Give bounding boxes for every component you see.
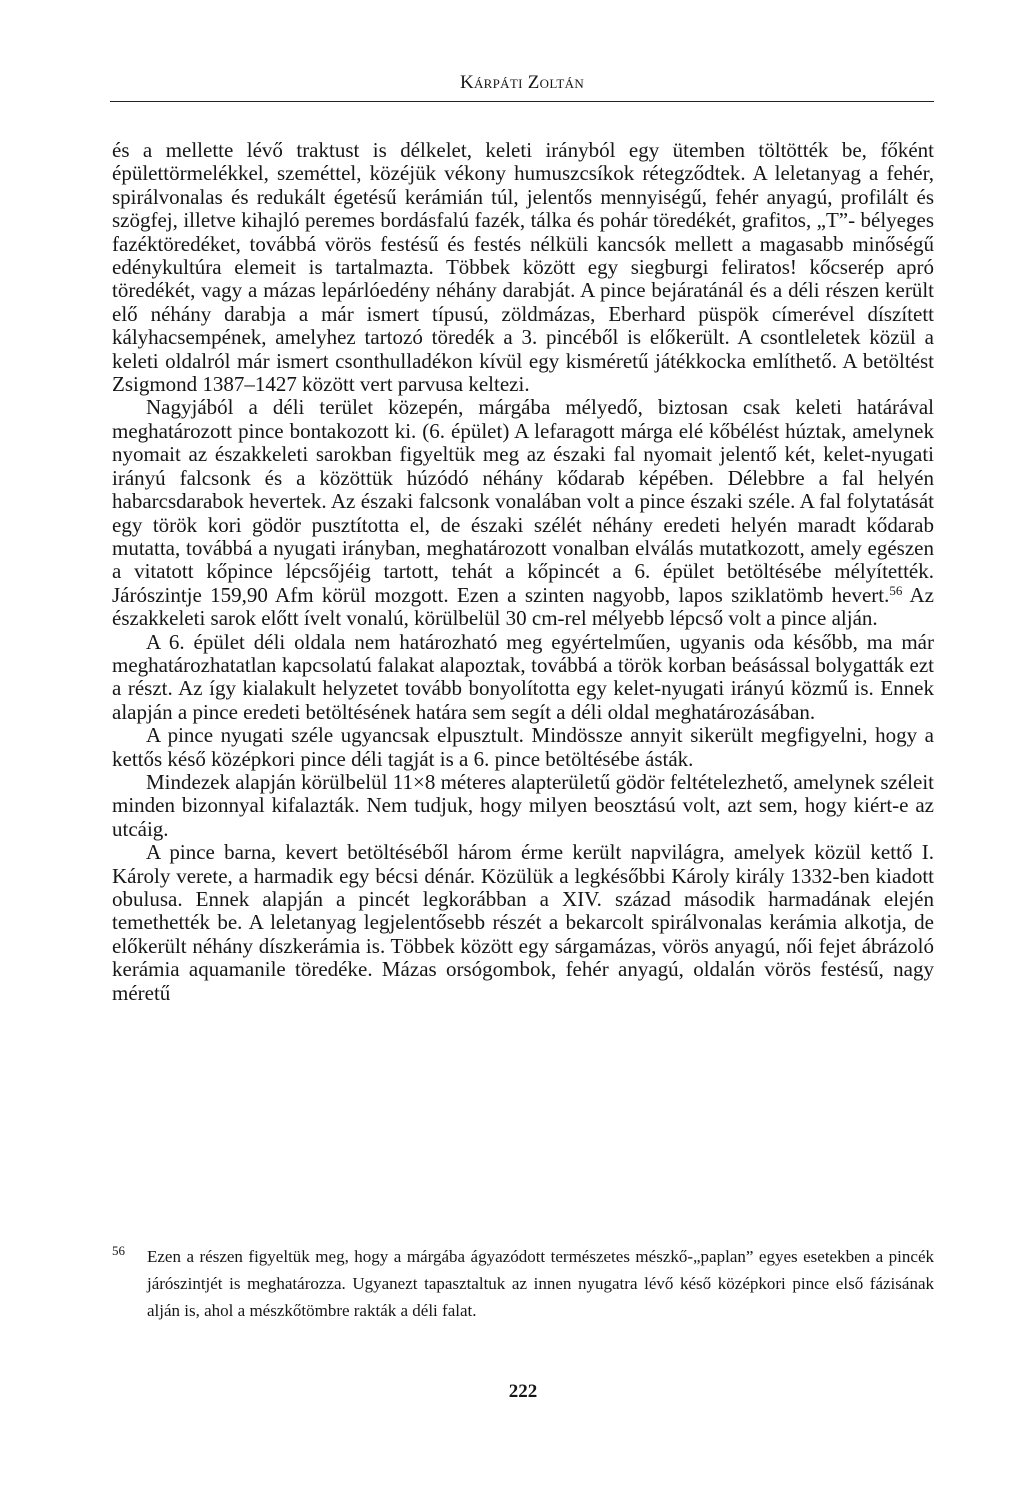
footnote-number: 56 xyxy=(112,1243,125,1258)
footnote xyxy=(112,1243,934,1324)
paragraph-5: Mindezek alapján körülbelül 11×8 méteres alapterületű gödör feltételezhető, amelynek széleit minden bizonnyal kifalazták. Nem tudjuk, hogy milyen beosztású volt, azt sem, hogy kiért-e az utcáig. xyxy=(112,769,934,841)
paragraph-6: A pince barna, kevert betöltéséből három érme került napvilágra, amelyek közül kettő I. Károly verete, a harmadik egy bécsi dénár. Közülük a legkésőbbi Károly király 1332-ben kiadott obulusa. Ennek alapján a pincét legkorábban a XIV. század második harmadának elején temethették be. A leletanyag legjelentősebb részét a bekarcolt spirálvonalas kerámia alkotja, de előkerült néhány díszkerámia is. Többek között egy sárgamázas, vörös anyagú, női fejet ábrázoló kerámia aquamanile töredéke. Mázas orsógombok, fehér anyagú, oldalán vörös festésű, nagy méretű xyxy=(112,840,934,1005)
paragraph-4: A pince nyugati széle ugyancsak elpusztult. Mindössze annyit sikerült megfigyelni, hogy a kettős késő középkori pince déli tagját is a 6. pince betöltésébe ásták. xyxy=(112,723,934,771)
paragraph-2 xyxy=(112,396,934,630)
paragraph-2-text-b: Az északkeleti sarok előtt ívelt vonalú, körülbelül 30 cm-rel mélyebb lépcső volt a pince alján. xyxy=(112,582,934,631)
running-header: Kárpáti Zoltán xyxy=(459,72,585,93)
footnote-reference: 56 xyxy=(889,582,903,598)
paragraph-3: A 6. épület déli oldala nem határozható meg egyértelműen, ugyanis oda később, ma már meghatározhatatlan kapcsolatú falakat alapoztak, továbbá a török korban beásással bolygatták ezt a részt. Az így kialakult helyzetet tovább bonyolította egy kelet-nyugati irányú közmű is. Ennek alapján a pince eredeti betöltésének határa sem segít a déli oldal meghatározásában. xyxy=(112,629,934,724)
page-number: 222 xyxy=(508,1381,538,1402)
header-rule xyxy=(110,101,934,102)
footnote-text: Ezen a részen figyeltük meg, hogy a márgába ágyazódott természetes mészkő-„paplan” egyes esetekben a pincék járószintjét is meghatározza. Ugyanezt tapasztaltuk az innen nyugatra lévő késő középkori pince első fázisának alján is, ahol a mészkőtömbre rakták a déli falat. xyxy=(147,1247,934,1320)
main-text xyxy=(112,139,934,1005)
paragraph-2-text-a: Nagyjából a déli terület közepén, márgába mélyedő, biztosan csak keleti határával meghatározott pince bontakozott ki. (6. épület) A lefaragott márga elé kőbélést húztak, amelynek nyomait az északkeleti sarokban figyeltük meg az északi fal nyomait jelentő két, kelet-nyugati irányú falcsonk és a közöttük húzódó néhány kődarab képében. Délebbre a fal helyén habarcsdarabok hevertek. Az északi falcsonk vonalában volt a pince északi széle. A fal folytatását egy török kori gödör pusztította el, de északi szélét néhány eredeti helyén maradt kődarab mutatta, továbbá a nyugati irányban, meghatározott vonalban elválás mutatkozott, amely egészen a vitatott kőpince lépcsőjéig tartott, tehát a kőpincét a 6. épület betöltésébe mélyítették. Járószintje 159,90 Afm körül mozgott. Ezen a szinten nagyobb, lapos sziklatömb hevert. xyxy=(112,395,934,607)
paragraph-1: és a mellette lévő traktust is délkelet, keleti irányból egy ütemben töltötték be, főként épülettörmelékkel, szeméttel, közéjük vékony humuszcsíkok rétegződtek. A leletanyag a fehér, spirálvonalas és redukált égetésű kerámián túl, jelentős mennyiségű, fehér anyagú, profilált és szögfej, illetve kihajló peremes bordásfalú fazék, tálka és pohár töredékét, grafitos, „T”- bélyeges fazéktöredéket, továbbá vörös festésű és festés nélküli kancsók mellett a magasabb minőségű edénykultúra elemeit is tartalmazta. Többek között egy siegburgi feliratos! kőcserép apró töredékét, vagy a mázas lepárlóedény néhány darabját. A pince bejáratánál és a déli részen került elő néhány darabja a már ismert típusú, zöldmázas, Eberhard püspök címerével díszített kályhacsempének, amelyhez tartozó töredék a 3. pincéből is előkerült. A csontleletek közül a keleti oldalról már ismert csonthulladékon kívül egy kisméretű játékkocka említhető. A betöltést Zsigmond 1387–1427 között vert parvusa keltezi. xyxy=(112,138,934,397)
